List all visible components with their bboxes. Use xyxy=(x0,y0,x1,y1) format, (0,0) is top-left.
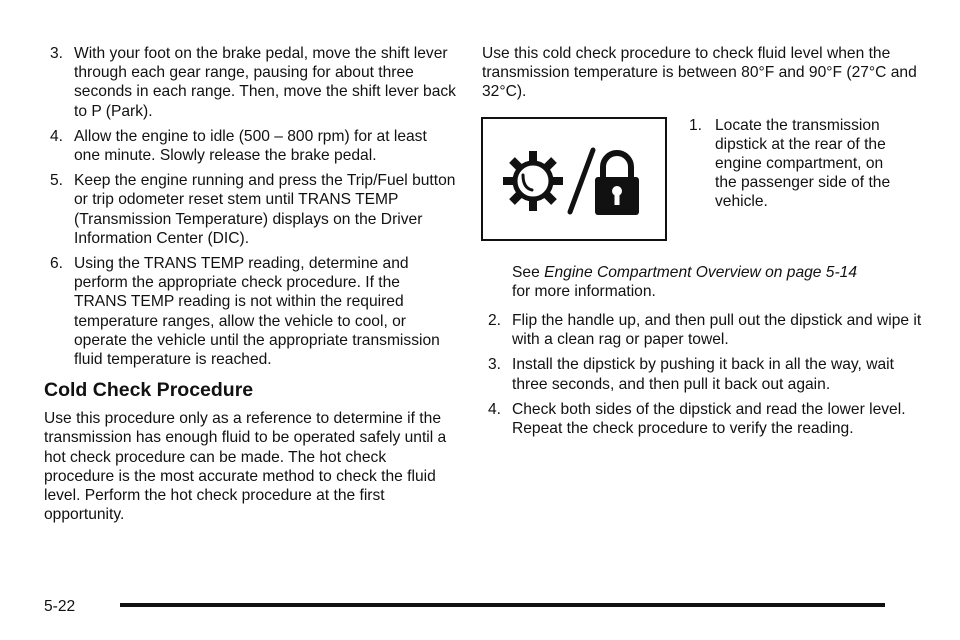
step-number: 4. xyxy=(50,127,64,145)
step-text: Allow the engine to idle (500 – 800 rpm) for at least one minute. Slowly release the brake pedal. xyxy=(74,127,427,165)
see-suffix: for more information. xyxy=(512,282,656,300)
step-text: Install the dipstick by pushing it back in all the way, wait three seconds, and then pull it back out again. xyxy=(512,356,894,393)
step-number: 3. xyxy=(488,356,502,374)
left-column xyxy=(44,44,456,524)
see-prefix: See xyxy=(512,263,540,281)
footer-rule xyxy=(120,603,885,607)
step-text: Locate the transmission dipstick at the rear of the engine compartment, on the passenger side of the vehicle. xyxy=(715,116,891,211)
section-paragraph: Use this procedure only as a reference to determine if the transmission has enough fluid to be operated safely until a hot check procedure can be made. The hot check procedure is the most accurate method to check the fluid level. Perform the hot check procedure at the first opportunity. xyxy=(44,410,447,524)
cross-reference-link[interactable]: Engine Compartment Overview on page 5-14 xyxy=(544,263,858,281)
figure-step-1 xyxy=(689,116,899,212)
step-text: Flip the handle up, and then pull out the dipstick and wipe it with a clean rag or paper towel. xyxy=(512,312,922,349)
section-heading: Cold Check Procedure xyxy=(44,379,254,402)
transmission-symbol xyxy=(494,134,654,224)
step-text: Check both sides of the dipstick and read the lower level. Repeat the check procedure to verify the reading. xyxy=(512,400,906,438)
step-number: 6. xyxy=(50,255,64,273)
see-reference xyxy=(482,263,922,301)
figure-frame xyxy=(481,117,667,241)
step-number: 4. xyxy=(488,400,502,418)
step-2 xyxy=(482,311,922,349)
figure-row xyxy=(482,117,922,263)
page-number: 5-22 xyxy=(44,598,76,615)
gear-icon xyxy=(503,151,563,211)
step-6 xyxy=(44,254,456,369)
right-column xyxy=(482,44,922,444)
step-number: 5. xyxy=(50,172,64,190)
intro-paragraph: Use this cold check procedure to check fluid level when the transmission temperature is between 80°F and 90°F (27°C and 32°C). xyxy=(482,45,917,101)
step-text: Keep the engine running and press the Trip/Fuel button or trip odometer reset stem until TRANS TEMP (Transmission Temperature) displays on the Driver Information Center (DIC). xyxy=(74,172,456,247)
step-number: 2. xyxy=(488,312,502,330)
step-3 xyxy=(44,44,456,121)
step-3-right xyxy=(482,355,922,393)
step-5 xyxy=(44,171,456,248)
step-4-right xyxy=(482,400,922,438)
step-number: 3. xyxy=(50,45,64,62)
step-4 xyxy=(44,127,456,165)
step-text: With your foot on the brake pedal, move the shift lever through each gear range, pausing for about three seconds in each range. Then, move the shift lever back to P (Park). xyxy=(74,45,456,120)
step-text: Using the TRANS TEMP reading, determine and perform the appropriate check procedure. If the TRANS TEMP reading is not within the required temperature ranges, allow the vehicle to cool, or operate the vehicle until the appropriate transmission fluid temperature is reached. xyxy=(74,255,440,369)
lock-icon xyxy=(595,153,639,215)
step-number: 1. xyxy=(689,116,703,134)
slash-icon xyxy=(570,150,593,212)
